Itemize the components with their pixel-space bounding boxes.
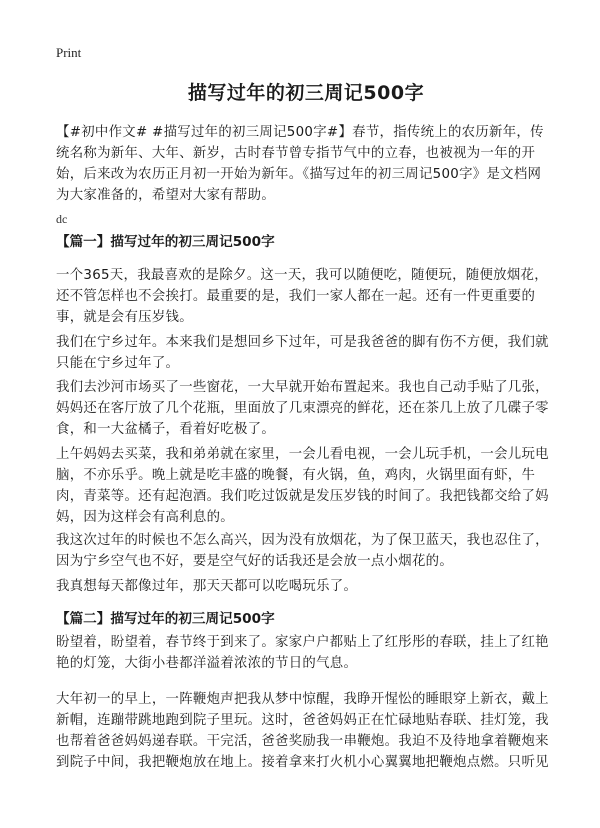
tag-text: dc [56,212,68,226]
paragraph: 上午妈妈去买菜，我和弟弟就在家里，一会儿看电视，一会儿玩手机，一会儿玩电脑，不亦乐乎。晚上就是吃丰盛的晚餐，有火锅，鱼，鸡肉，火锅里面有虾，牛肉，青菜等。还有起泡酒。我们吃过饭就是发压岁钱的时间了。我把钱都交给了妈妈，因为这样会有高利息的。 [56,447,549,525]
paragraph: 盼望着，盼望着，春节终于到来了。家家户户都贴上了红彤彤的春联，挂上了红艳艳的灯笼，大街小巷都洋溢着浓浓的节日的气息。 [56,635,549,671]
print-link[interactable]: Print [56,45,82,60]
section-heading-2: 【篇二】描写过年的初三周记500字 [56,611,275,627]
section-heading-1: 【篇一】描写过年的初三周记500字 [56,234,275,250]
paragraph: 一个365天，我最喜欢的是除夕。这一天，我可以随便吃，随便玩，随便放烟花，还不管怎样也不会挨打。最重要的是，我们一家人都在一起。还有一件更重要的事，就是会有压岁钱。 [56,268,548,325]
page-title: 描写过年的初三周记500字 [187,82,425,104]
paragraph: 我这次过年的时候也不怎么高兴，因为没有放烟花，为了保卫蓝天，我也忍住了，因为宁乡空气也不好，要是空气好的话我还是会放一点小烟花的。 [56,533,549,569]
paragraph: 我们去沙河市场买了一些窗花，一大早就开始布置起来。我也自己动手贴了几张，妈妈还在客厅放了几个花瓶，里面放了几束漂亮的鲜花，还在茶几上放了几碟子零食，和一大盆橘子，看着好吃极了。 [56,380,549,437]
intro-paragraph: 【#初中作文# #描写过年的初三周记500字#】春节，指传统上的农历新年，传统名称为新年、大年、新岁，古时春节曾专指节气中的立春，也被视为一年的开始，后来改为农历正月初一开始为新年。《描写过年的初三周记500字》是文档网为大家准备的，希望对大家有帮助。 [56,125,544,203]
paragraph: 大年初一的早上，一阵鞭炮声把我从梦中惊醒，我睁开惺忪的睡眼穿上新衣，戴上新帽，连蹦带跳地跑到院子里玩。这时，爸爸妈妈正在忙碌地贴春联、挂灯笼，我也帮着爸爸妈妈递春联。干完活，爸爸奖励我一串鞭炮。我迫不及待地拿着鞭炮来到院子中间，我把鞭炮放在地上。接着拿来打火机小心翼翼地把鞭炮点燃。只听见 [56,692,549,770]
paragraph: 我真想每天都像过年，那天天都可以吃喝玩乐了。 [56,579,358,594]
paragraph: 我们在宁乡过年。本来我们是想回乡下过年，可是我爸爸的脚有伤不方便，我们就只能在宁乡过年了。 [56,335,549,371]
